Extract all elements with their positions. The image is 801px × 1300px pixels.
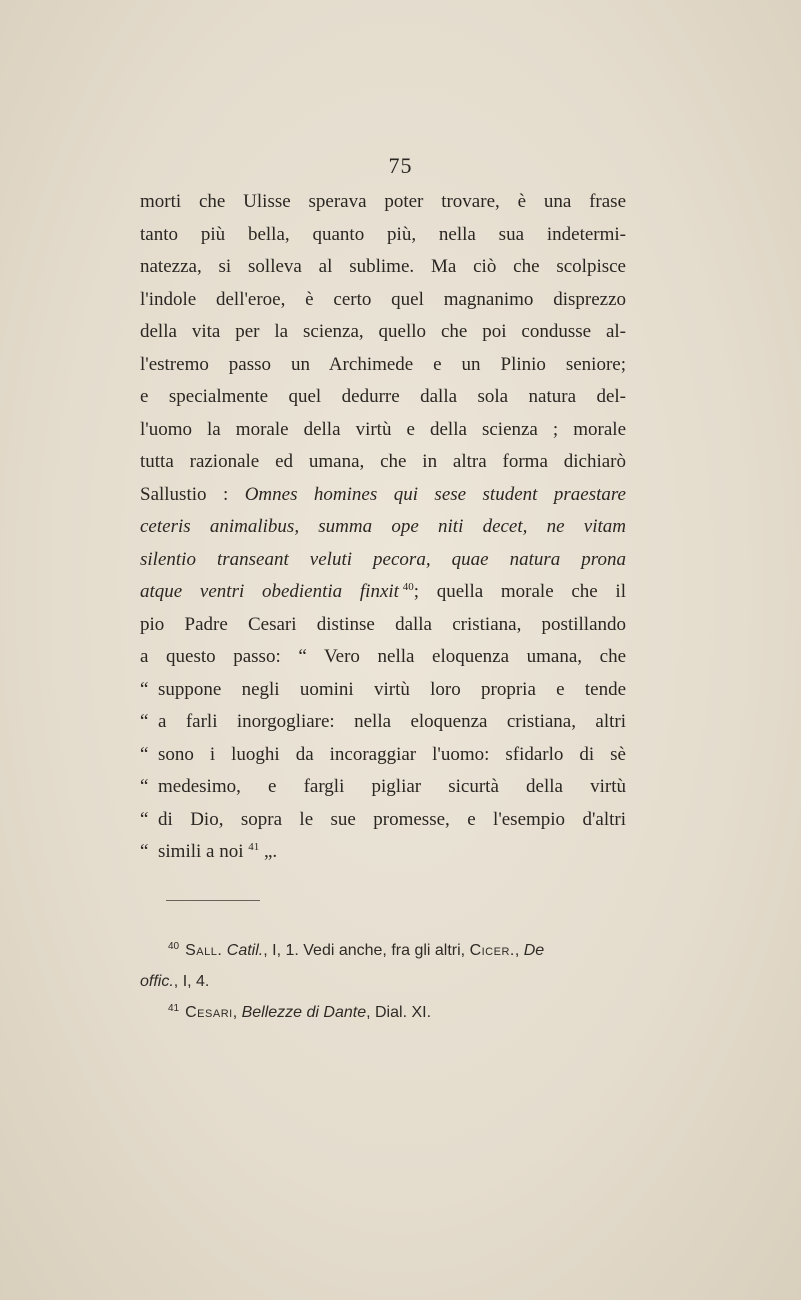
quoted-line bbox=[140, 804, 626, 837]
text-line: l'indole dell'eroe, è certo quel magnanimo disprezzo bbox=[140, 288, 626, 310]
body-text bbox=[140, 186, 626, 869]
quote-mark: “ bbox=[140, 808, 149, 830]
quoted-text: suppone negli uomini virtù loro propria e tende bbox=[158, 678, 626, 700]
text-line-latin-end bbox=[140, 576, 626, 609]
latin-quote: atque ventri obedientia finxit bbox=[140, 581, 399, 602]
footnote-work: Catil. bbox=[226, 942, 264, 959]
latin-quote: ceteris animalibus, summa ope niti decet, ne vitam bbox=[140, 516, 626, 537]
quoted-text: medesimo, e fargli pigliar sicurtà della virtù bbox=[158, 776, 626, 797]
footnote-work: De bbox=[523, 942, 545, 959]
quote-mark: “ bbox=[140, 678, 149, 700]
footnote-work: offic. bbox=[140, 973, 174, 990]
footnote-divider bbox=[166, 900, 260, 901]
quoted-text: di Dio, sopra le sue promesse, e l'esempio d'altri bbox=[158, 808, 626, 830]
text-line: natezza, si solleva al sublime. Ma ciò che scolpisce bbox=[140, 256, 626, 277]
footnote-41: $^{41}$ Cesari, Bellezze di Dante, Dial. XI. bbox=[168, 1003, 432, 1021]
quote-mark: “ bbox=[298, 646, 307, 667]
text-line: tanto più bella, quanto più, nella sua indetermi- bbox=[140, 223, 626, 245]
quoted-line bbox=[140, 706, 626, 739]
quoted-line-last bbox=[140, 836, 626, 869]
footnote-40-cont bbox=[140, 966, 626, 997]
latin-quote: silentio transeant veluti pecora, quae natura prona bbox=[140, 548, 626, 570]
text-line: morti che Ulisse sperava poter trovare, è una frase bbox=[140, 191, 626, 212]
footnote-40: $^{40}$ Sall. Catil., I, 1. Vedi anche, fra gli altri, Cicer., De bbox=[168, 941, 545, 959]
closing-quote: „. bbox=[259, 841, 278, 862]
footnote-author: Cesari bbox=[185, 1004, 233, 1021]
footnote-number: 40 bbox=[168, 941, 180, 952]
text-line: l'uomo la morale della virtù e della scienza ; morale bbox=[140, 418, 626, 440]
quote-mark: “ bbox=[140, 711, 149, 732]
line-rest: ; quella morale che il bbox=[413, 581, 626, 602]
quoted-line bbox=[140, 674, 626, 707]
text-line: l'estremo passo un Archimede e un Plinio seniore; bbox=[140, 353, 626, 375]
text-line: e specialmente quel dedurre dalla sola natura del- bbox=[140, 386, 626, 407]
footnote-author: Sall. bbox=[185, 942, 223, 959]
text-line: della vita per la scienza, quello che poi condusse al- bbox=[140, 321, 626, 342]
quoted-text: sono i luoghi da incoraggiar l'uomo: sfidarlo di sè bbox=[158, 743, 626, 765]
text-line: pio Padre Cesari distinse dalla cristiana, postillando bbox=[140, 613, 626, 635]
quoted-text: simili a noi bbox=[158, 841, 249, 862]
quoted-line bbox=[140, 739, 626, 772]
line-rest: Vero nella eloquenza umana, che bbox=[306, 646, 626, 667]
quote-mark: “ bbox=[140, 841, 149, 862]
quoted-line bbox=[140, 771, 626, 804]
footnote-ref-40[interactable]: 40 bbox=[402, 581, 414, 593]
line-prefix: Sallustio : bbox=[140, 483, 245, 505]
footnote-ref: , I, 4. bbox=[173, 973, 210, 990]
text-line-quote-start bbox=[140, 641, 626, 674]
text-line-latin bbox=[140, 544, 626, 577]
text-line-sallust bbox=[140, 479, 626, 512]
footnote-number: 41 bbox=[168, 1003, 180, 1014]
line-prefix: a questo passo: bbox=[140, 646, 299, 667]
quote-mark: “ bbox=[140, 776, 149, 797]
footnote-ref: , Dial. XI. bbox=[366, 1004, 432, 1021]
latin-quote: Omnes homines qui sese student praestare bbox=[244, 483, 626, 505]
footnote-ref-41[interactable]: 41 bbox=[248, 841, 260, 853]
text-line-latin bbox=[140, 511, 626, 544]
footnote-ref: , I, 1. Vedi anche, fra gli altri, bbox=[263, 942, 470, 959]
quote-mark: “ bbox=[140, 743, 149, 765]
footnote-author: Cicer. bbox=[469, 942, 515, 959]
footnotes bbox=[140, 935, 626, 1028]
quoted-text: a farli inorgogliare: nella eloquenza cristiana, altri bbox=[158, 711, 626, 732]
text-line: tutta razionale ed umana, che in altra forma dichiarò bbox=[140, 451, 626, 472]
footnote-work: Bellezze di Dante bbox=[241, 1004, 367, 1021]
page-number: 75 bbox=[388, 153, 413, 178]
